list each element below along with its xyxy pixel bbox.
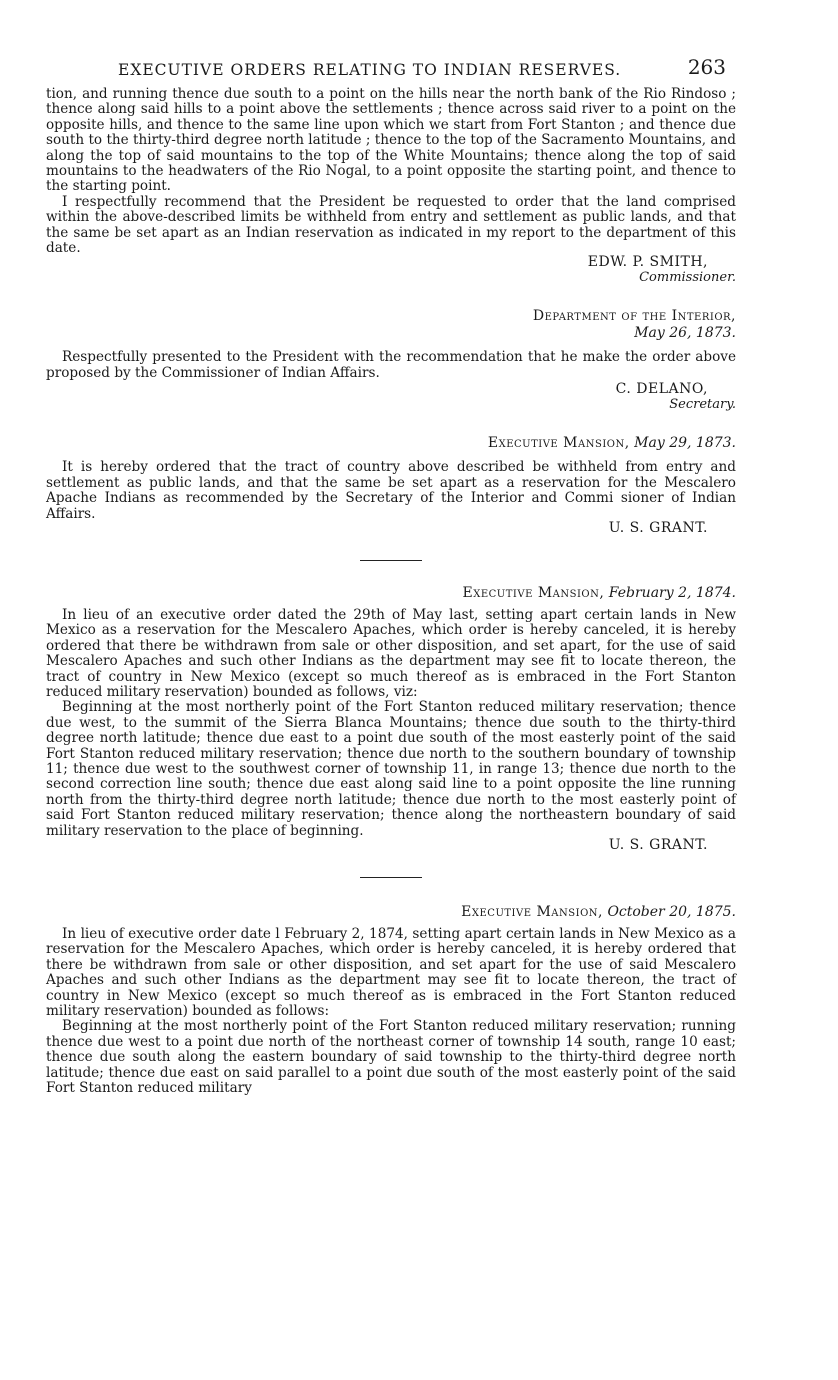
report-recommendation-paragraph: I respectfully recommend that the President be requested to order that the land comprised within the above-described limits be withheld from entry and settlement as public lands, and that the same be set apart as an Indian reservation as indicated in my report to the department of this date. [46,193,736,257]
interior-endorsement [46,308,736,413]
boundary-paragraph: Beginning at the most northerly point of the Fort Stanton reduced military reservation; running thence due west to a point due north of the northeast corner of township 14 south, range 10 east; thence due south along the eastern boundary of said township to the thirty-third degree north latitude; thence due east on said parallel to a point due south of the most easterly point of the said Fort Stanton reduced military [46,1018,736,1097]
signer-name: U. S. GRANT. [608,519,708,536]
signer-name: C. DELANO, [615,381,708,398]
document-page [46,55,736,1096]
order-paragraph: In lieu of an executive order dated the 29th of May last, setting apart certain lands in New Mexico as a reservation for the Mescalero Apaches, which order is hereby canceled, it is hereby ordered that there be withdrawn from sale or other disposition, and set apart, for the use of said Mescalero Apaches and such other Indians as the department may see fit to locate thereon, the tract of country in New Mexico (except so much thereof as is embraced in the Fort Stanton reduced military reservation) bounded as follows, viz: [46,606,736,700]
secretary-signature [46,381,736,413]
report-boundary-paragraph: tion, and running thence due south to a point on the hills near the north bank of the Rio Rindoso ; thence along said hills to a point above the settlements ; thence across said river to a point on the opposite hills, and thence to the same line upon which we start from Fort Stanton ; and thence due south to the thirty-third degree north latitude ; thence to the top of the Sacramento Mountains, and along the top of said mountains to the top of the White Mountains; thence along the top of said mountains to the headwaters of the Rio Nogal, to a point opposite the starting point, and thence to the starting point. [46,86,736,195]
signer-title: Commissioner. [639,270,736,286]
dateline [46,435,736,452]
commissioner-signature [46,254,736,286]
signer-name: EDW. P. SMITH, [587,254,708,271]
dateline-place: Executive Mansion, [487,435,630,452]
commissioner-report [46,87,736,286]
president-signature [46,520,736,536]
signer-title: Secretary. [669,397,736,413]
dateline [46,308,736,342]
executive-order-1874 [46,585,736,853]
order-paragraph: It is hereby ordered that the tract of country above described be withheld from entry and settlement as public lands, and that the same be set apart as a reservation for the Mescalero Apache Indians as recommended by the Secretary of the Interior and Commi sioner of Indian Affairs. [46,459,736,522]
order-paragraph: In lieu of executive order date l February 2, 1874, setting apart certain lands in New Mexico as a reservation for the Mescalero Apaches, which order is hereby canceled, it is hereby ordered that there be withdrawn from sale or other disposition, and set apart for the use of said Mescalero Apaches and such other Indians as the department may see fit to locate thereon, the tract of country in New Mexico (except so much thereof as is embraced in the Fort Stanton reduced military reservation) bounded as follows: [46,926,736,1020]
section-divider [360,560,422,561]
executive-order-1873 [46,435,736,536]
running-head: EXECUTIVE ORDERS RELATING TO INDIAN RESERVES. [118,61,622,79]
section-divider [360,877,422,878]
page-header [46,55,736,87]
boundary-paragraph: Beginning at the most northerly point of the Fort Stanton reduced military reservation; thence due west, to the summit of the Sierra Blanca Mountains; thence due south to the thirty-third degree north latitude; thence due east to a point due south of the most easterly point of the said Fort Stanton reduced military reservation; thence due north to the southern boundary of township 11; thence due west to the southwest corner of township 11, in range 13; thence due north to the second correction line south; thence due east along said line to a point opposite the line running north from the thirty-third degree north latitude; thence due north to the most easterly point of said Fort Stanton reduced military reservation; thence along the northeastern boundary of said military reservation to the place of beginning. [46,699,736,839]
dateline-date: February 2, 1874. [608,584,736,601]
dateline-place: Executive Mansion, [461,904,603,920]
signer-name: U. S. GRANT. [608,837,708,853]
dateline [46,904,736,921]
dateline-date: October 20, 1875. [607,904,736,920]
page-number: 263 [687,55,726,79]
dateline-date: May 29, 1873. [634,435,736,452]
dateline-place: Department of the Interior, [532,308,736,325]
executive-order-1875 [46,904,736,1096]
dateline-place: Executive Mansion, [462,584,605,601]
dateline [46,585,736,602]
dateline-date: May 26, 1873. [634,325,736,342]
endorsement-paragraph: Respectfully presented to the President with the recommendation that he make the order above proposed by the Commissioner of Indian Affairs. [46,349,736,381]
president-signature [46,837,736,853]
